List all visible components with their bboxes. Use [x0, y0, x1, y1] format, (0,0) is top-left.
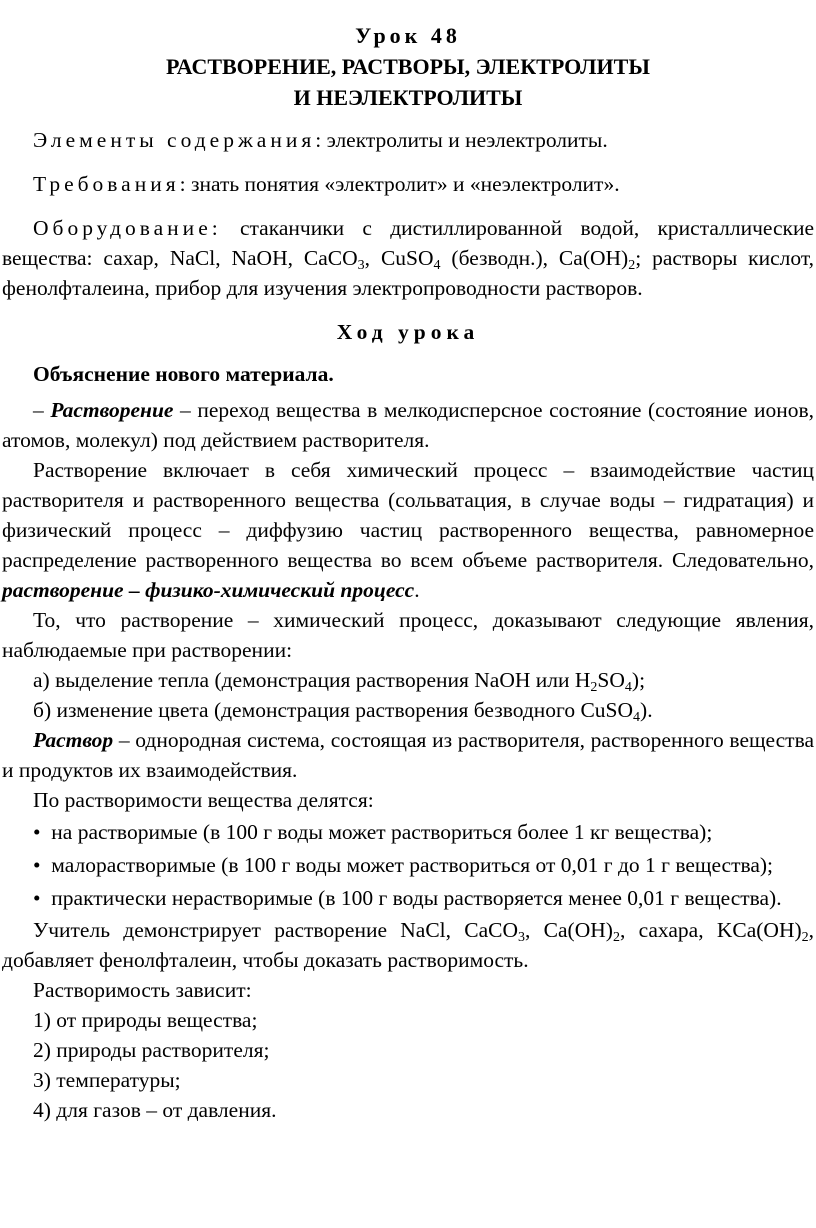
bullet-insoluble-text: практически нерастворимые (в 100 г воды растворяется менее 0,01 г вещества). — [51, 886, 782, 910]
p1-text: – переход вещества в мелкодисперсное состояние (состояние ионов, атомов, молекул) под действием растворителя. — [2, 398, 815, 452]
equipment-text-1: стаканчики с дистиллированной водой, кристаллические вещества: сахар, NaCl, NaOH, CaCO — [2, 216, 814, 270]
paragraph-solution-definition — [2, 725, 814, 785]
paragraph-chemical-evidence: То, что растворение – химический процесс, доказывают следующие явления, наблюдаемые при растворении: — [2, 608, 814, 662]
equipment-label: Оборудование: — [33, 216, 222, 240]
equipment-text-3: (безводн.), Ca(OH) — [440, 246, 629, 270]
p2-emphasis: растворение – физико-химический процесс — [2, 578, 415, 602]
bullet-slightly-soluble — [2, 850, 814, 880]
p1-dash: – — [33, 398, 51, 422]
equipment-text-2: , CuSO — [364, 246, 434, 270]
p8-text-4: , добавляет фенолфталеин, чтобы доказать растворимость. — [2, 918, 814, 972]
bullet-insoluble — [2, 883, 814, 913]
p4-text-2: SO — [597, 668, 625, 692]
p8-sub-1: 3 — [518, 930, 526, 945]
paragraph-dissolution-process — [2, 455, 814, 605]
requirements-label: Требования — [33, 172, 180, 196]
paragraph-solubility-depends: Растворимость зависит: — [33, 978, 252, 1002]
equipment-sub-2: 4 — [433, 258, 441, 273]
equipment — [2, 213, 814, 303]
equipment-text-4: ; растворы кислот, фенолфталеина, прибор для изучения электропроводности растворов. — [2, 246, 815, 300]
requirements-text: : знать понятия «электролит» и «неэлектролит». — [179, 172, 620, 196]
evidence-item-heat — [2, 665, 814, 695]
equipment-sub-1: 3 — [357, 258, 365, 273]
paragraph-solubility-intro: По растворимости вещества делятся: — [33, 788, 374, 812]
lesson-title-line2: И НЕЭЛЕКТРОЛИТЫ — [293, 85, 523, 110]
p8-sub-3: 2 — [801, 930, 809, 945]
p6-term: Раствор — [33, 728, 114, 752]
bullet-soluble — [2, 817, 814, 847]
p5-sub-1: 4 — [633, 710, 641, 725]
paragraph-dissolution-definition — [2, 395, 814, 455]
p8-text-1: Учитель демонстрирует растворение NaCl, CaCO — [33, 918, 519, 942]
p4-text-1: а) выделение тепла (демонстрация растворения NaOH или H — [33, 668, 591, 692]
bullet-mark: • — [33, 853, 41, 877]
lesson-title: РАСТВОРЕНИЕ, РАСТВОРЫ, ЭЛЕКТРОЛИТЫ — [166, 54, 650, 79]
bullet-mark: • — [33, 886, 41, 910]
p1-term: Растворение — [50, 398, 174, 422]
p2-text: Растворение включает в себя химический процесс – взаимодействие частиц растворителя и растворенного вещества (сольватация, в случае воды – гидратация) и физический процесс – диффузию частиц растворенного вещества, равномерное распределение растворенного вещества во всем объеме растворителя. Следовательно, — [2, 458, 814, 572]
evidence-item-color — [2, 695, 814, 725]
content-elements — [2, 125, 814, 155]
p5-text-2: ). — [640, 698, 653, 722]
bullet-soluble-text: на растворимые (в 100 г воды может раствориться более 1 кг вещества); — [51, 820, 713, 844]
content-elements-label: Элементы содержания — [33, 128, 316, 152]
bullet-slightly-soluble-text: малорастворимые (в 100 г воды может раствориться от 0,01 г до 1 г вещества); — [51, 853, 774, 877]
section-title: Объяснение нового материала. — [33, 362, 334, 386]
p4-sub-2: 4 — [624, 680, 632, 695]
p6-text: – однородная система, состоящая из растворителя, растворенного вещества и продуктов их взаимодействия. — [2, 728, 814, 782]
lesson-number: Урок 48 — [355, 23, 461, 48]
p8-text-2: , Ca(OH) — [525, 918, 613, 942]
course-title: Ход урока — [336, 320, 480, 344]
paragraph-teacher-demo — [2, 915, 814, 975]
p4-text-3: ); — [631, 668, 646, 692]
equipment-sub-3: 2 — [628, 258, 636, 273]
list-item-2: 2) природы растворителя; — [33, 1038, 270, 1062]
p2-end: . — [414, 578, 420, 602]
requirements — [2, 169, 814, 199]
content-elements-text: : электролиты и неэлектролиты. — [315, 128, 608, 152]
p4-sub-1: 2 — [590, 680, 598, 695]
p8-sub-2: 2 — [612, 930, 620, 945]
list-item-3: 3) температуры; — [33, 1068, 181, 1092]
p5-text-1: б) изменение цвета (демонстрация растворения безводного CuSO — [33, 698, 634, 722]
bullet-mark: • — [33, 820, 41, 844]
p8-text-3: , сахара, KCa(OH) — [619, 918, 802, 942]
list-item-4: 4) для газов – от давления. — [33, 1098, 277, 1122]
list-item-1: 1) от природы вещества; — [33, 1008, 258, 1032]
